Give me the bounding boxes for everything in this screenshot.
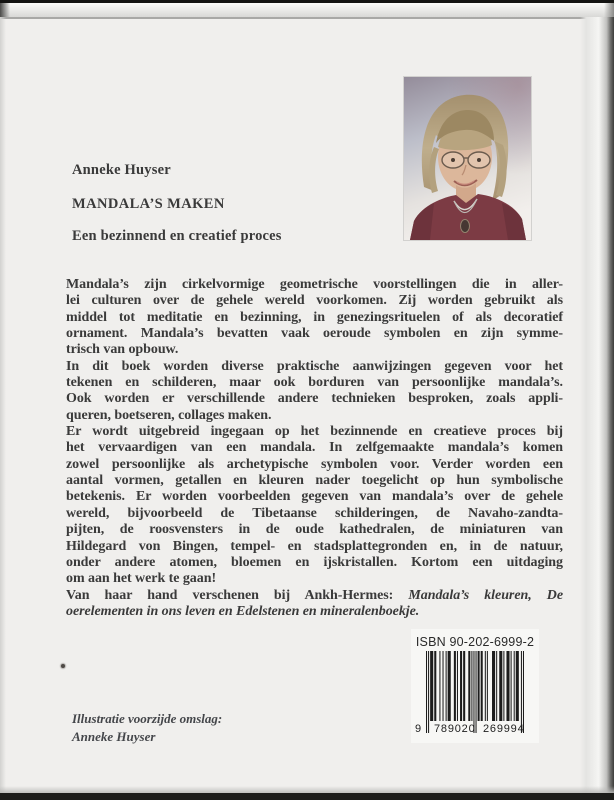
body-line: queren, boetseren, collages maken. [66,407,272,423]
body-line: onder andere atomen, bloemen en ijskristallen. Kortom een uitdaging [66,554,563,570]
body-line: om aan het werk te gaan! [66,571,217,587]
author-portrait-illustration [404,77,531,240]
body-line: aantal vormen, getallen en kleuren nader toegelicht op hun symbolische [66,473,563,489]
credit-line-2: Anneke Huyser [72,728,156,744]
body-line: Ook worden er verschillende andere technieken besproken, zoals appli- [66,391,563,407]
book-top-board-edge [0,3,614,19]
body-line: betekenis. Er worden voorbeelden gegeven van mandala’s over de gehele [66,489,563,505]
body-line: Mandala’s zijn cirkelvormige geometrische voorstellingen die in aller- [66,277,563,292]
body-line: tekenen en schilderen, maar ook borduren van persoonlijke mandala’s. [66,375,563,391]
body-line: Van haar hand verschenen bij Ankh-Hermes: Mandala’s kleuren, De [66,587,563,603]
body-line: het vervaardigen van een mandala. In zelfgemaakte mandala’s komen [66,440,563,456]
back-cover-blurb [66,277,563,620]
body-line: zowel persoonlijke als archetypische symbolen voor. Verder worden een [66,456,563,472]
body-line: oerelementen in ons leven en Edelstenen en mineralenboekje. [66,603,420,619]
book-bottom-edge [0,793,614,800]
author-name: Anneke Huyser [72,162,171,178]
body-line: pijten, de roosvensters in de oude kathedralen, de miniaturen van [66,522,563,538]
isbn-barcode-block [411,629,539,743]
barcode-digit-group-1: 789020 [434,723,476,735]
book-left-edge [0,17,6,793]
dust-speck [61,664,65,668]
book-subtitle: Een bezinnend en creatief proces [72,228,282,244]
cover-illustration-credit [72,710,222,745]
body-line: Hildegard von Bingen, tempel- en stadsplattegronden en, in de natuur, [66,538,563,554]
body-line: middel tot meditatie en bezinning, in genezingsrituelen of als decoratief [66,309,563,325]
book-title: MANDALA’S MAKEN [72,196,225,212]
body-line: lei culturen over de gehele wereld voorkomen. Zij worden gebruikt als [66,293,563,309]
book-right-edge [580,17,614,793]
credit-line-1: Illustratie voorzijde omslag: [72,711,223,726]
body-line: ornament. Mandala’s bevatten vaak oeroude symbolen en zijn symme- [66,326,563,342]
body-line: Er wordt uitgebreid ingegaan op het bezinnende en creatieve proces bij [66,424,563,440]
body-line: In dit boek worden diverse praktische aanwijzingen gegeven voor het [66,358,563,374]
barcode-digit-group-2: 269994 [483,723,525,735]
barcode-lead-digit: 9 [415,723,422,735]
body-line: wereld, bijvoorbeeld de Tibetaanse schilderingen, de Navaho-zandta- [66,505,563,521]
author-photo [404,77,531,240]
body-line: trisch van opbouw. [66,342,179,358]
isbn-label: ISBN 90-202-6999-2 [415,635,535,649]
